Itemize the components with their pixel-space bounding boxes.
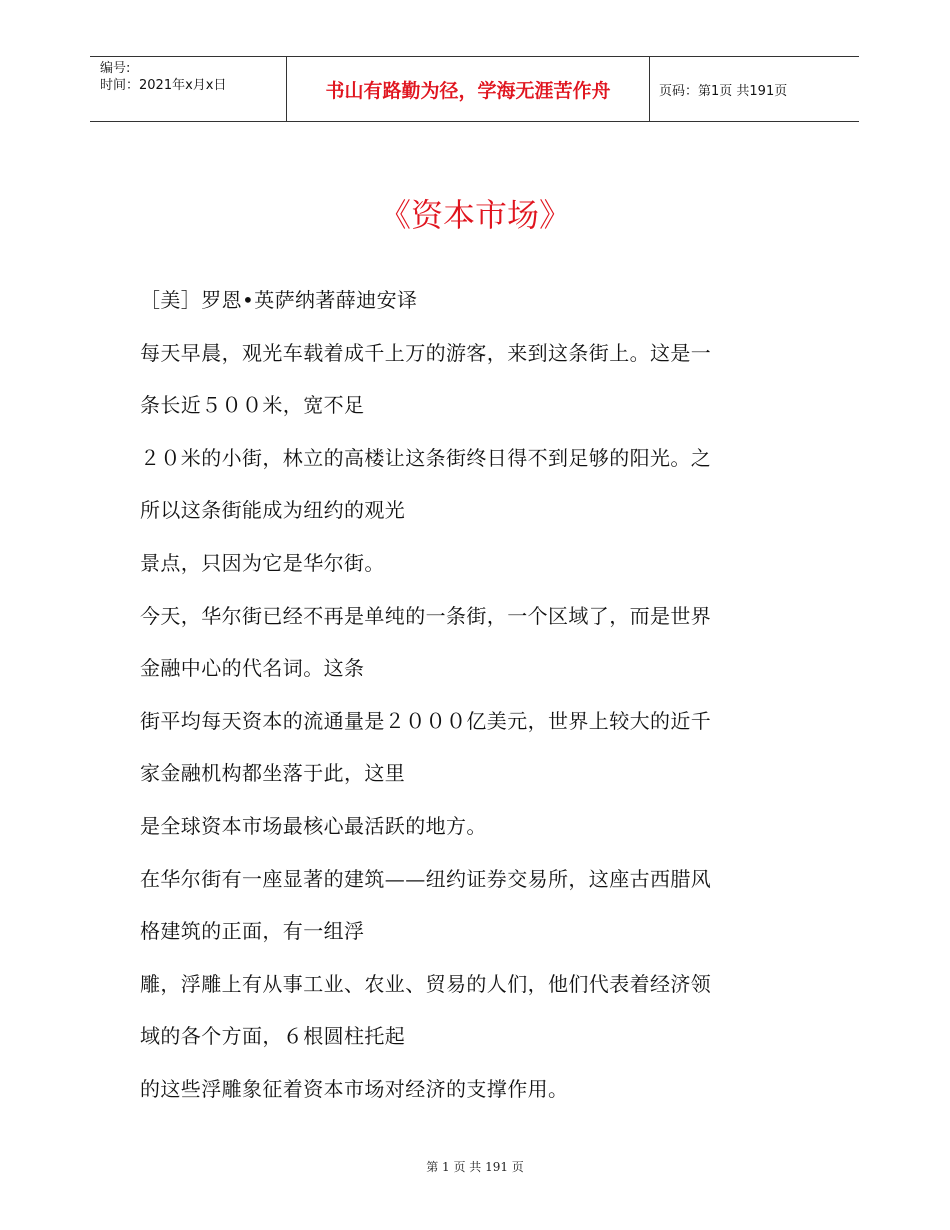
body-line: 所以这条街能成为纽约的观光 (140, 498, 406, 523)
body-line: 在华尔街有一座显著的建筑——纽约证券交易所，这座古西腊风 (140, 866, 712, 891)
body-line: 是全球资本市场最核心最活跃的地方。 (140, 813, 487, 838)
header-motto: 书山有路勤为径，学海无涯苦作舟 (287, 57, 650, 121)
body-line: 域的各个方面，６根圆柱托起 (140, 1024, 406, 1049)
page-footer: 第 1 页 共 191 页 (426, 1160, 524, 1174)
body-line: 今天，华尔街已经不再是单纯的一条街，一个区域了，而是世界 (140, 603, 712, 628)
body-line: ２０米的小街，林立的高楼让这条街终日得不到足够的阳光。之 (140, 445, 712, 470)
page-header (90, 56, 859, 122)
code-label: 编号: (100, 61, 131, 76)
body-line: 的这些浮雕象征着资本市场对经济的支撑作用。 (140, 1076, 569, 1101)
body-line: 金融中心的代名词。这条 (140, 656, 365, 681)
body-line: 雕，浮雕上有从事工业、农业、贸易的人们，他们代表着经济领 (140, 971, 712, 996)
body-line: 条长近５００米，宽不足 (140, 393, 365, 418)
header-page-info: 页码：第1页 共191页 (659, 83, 788, 99)
document-body (140, 274, 810, 1116)
time-label: 时间：2021年x月x日 (100, 78, 227, 93)
document-title: 《资本市场》 (378, 196, 571, 234)
body-line: 格建筑的正面，有一组浮 (140, 919, 365, 944)
body-line: 街平均每天资本的流通量是２０００亿美元，世界上较大的近千 (140, 708, 712, 733)
body-line: ［美］罗恩•英萨纳著薛迪安译 (140, 288, 418, 312)
body-line: 家金融机构都坐落于此，这里 (140, 761, 406, 786)
body-line: 景点，只因为它是华尔街。 (140, 550, 385, 575)
body-line: 每天早晨，观光车载着成千上万的游客，来到这条街上。这是一 (140, 340, 712, 365)
header-meta (90, 57, 287, 121)
